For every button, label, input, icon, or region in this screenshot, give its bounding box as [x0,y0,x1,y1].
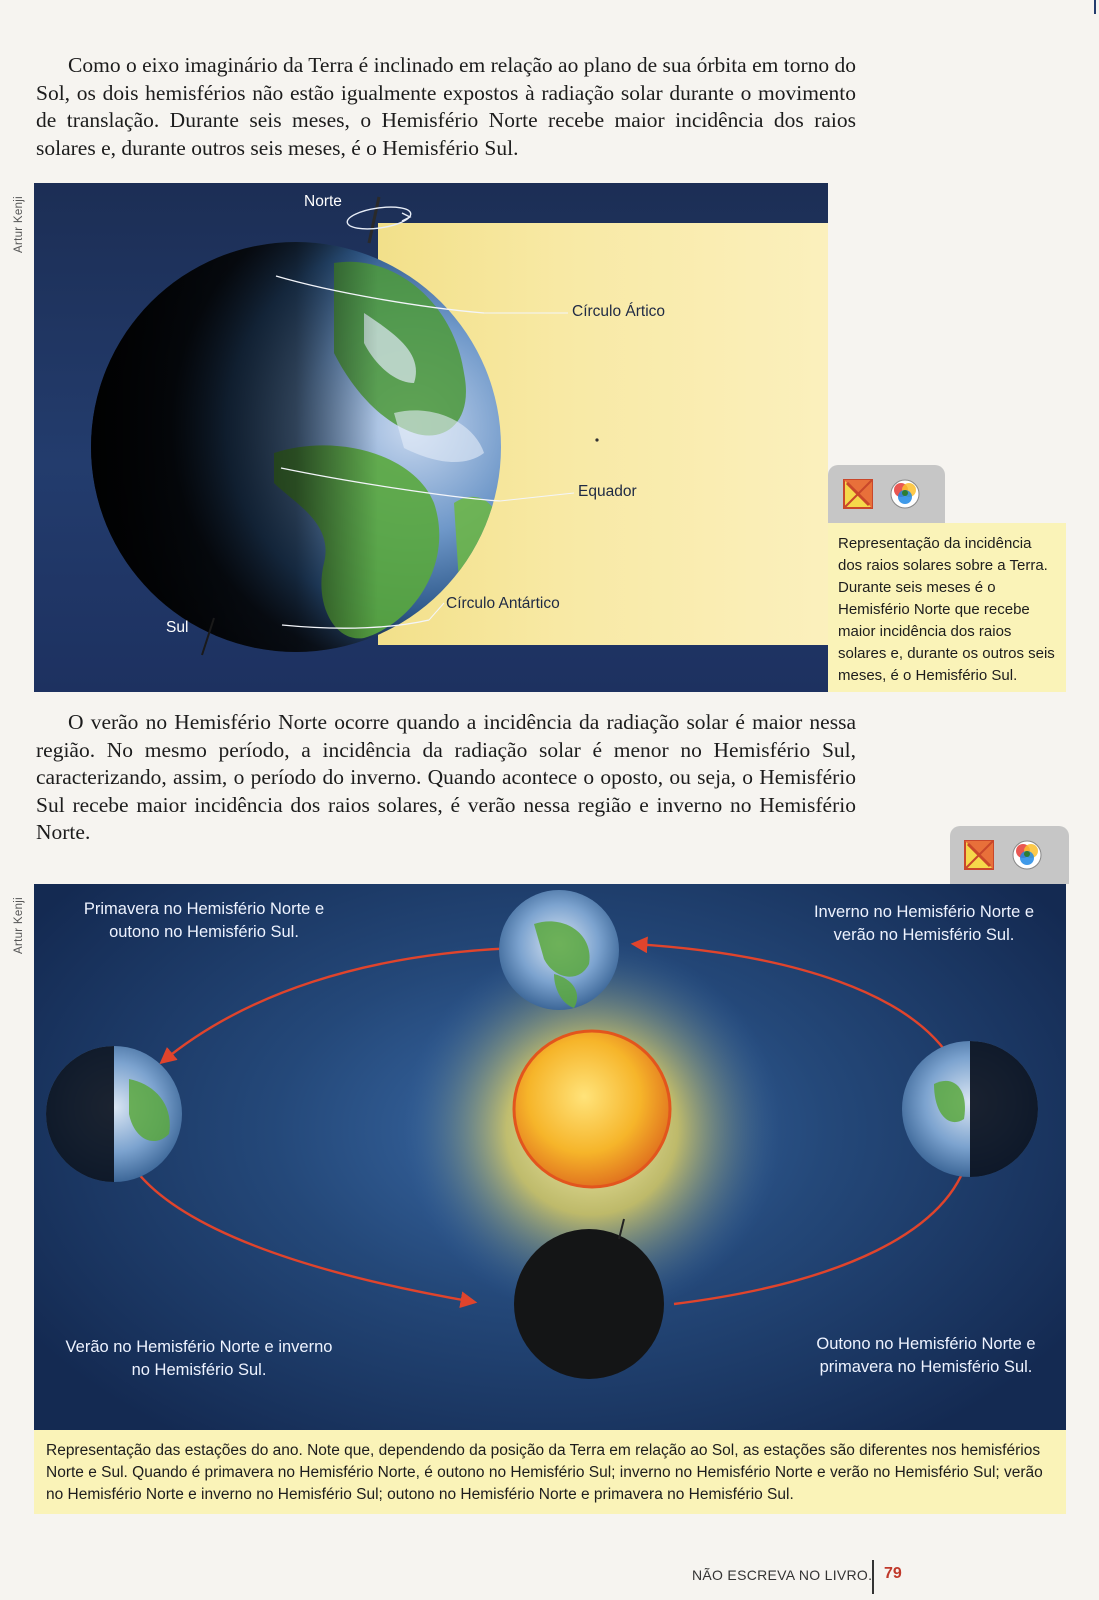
label-equador: Equador [578,483,637,500]
figure2-caption: Representação das estações do ano. Note que, dependendo da posição da Terra em relação ao Sol, as estações são diferentes nos hemisférios Norte e Sul. Quando é primavera no Hemisfério Norte, é outono no Hemisfério Sul; inverno no Hemisfério Norte e verão no Hemisfério Sul; verão no Hemisfério Norte e inverno no Hemisfério Sul; outono no Hemisfério Norte e primavera no Hemisfério Sul. [34,1430,1066,1514]
edge-mark [1094,0,1096,14]
color-palette-icon [1012,840,1042,870]
figure1-icon-tab [828,465,945,523]
season-top-right: Inverno no Hemisfério Norte e verão no Hemisfério Sul. [813,903,1035,944]
second-paragraph [36,709,856,847]
sun [514,1031,670,1187]
figure-seasons-orbit [34,884,1066,1430]
season-bottom-left: Verão no Hemisfério Norte e inverno no Hemisfério Sul. [65,1338,333,1379]
label-sul: Sul [166,619,189,636]
intro-paragraph [36,52,856,162]
earth-illustration [34,183,828,692]
no-scale-icon [964,840,994,870]
earth-left [46,1046,182,1182]
night-shadow [91,242,501,652]
earth-top [499,890,619,1010]
label-norte: Norte [304,193,342,210]
figure1-credit: Artur Kenji [13,196,25,253]
season-bottom-right: Outono no Hemisfério Norte e primavera no Hemisfério Sul. [816,1335,1036,1376]
label-circulo-antartico: Círculo Antártico [446,595,560,612]
figure2-credit: Artur Kenji [13,897,25,954]
intro-paragraph-text: Como o eixo imaginário da Terra é inclinado em relação ao plano de sua órbita em torno do Sol, os dois hemisférios não estão igualmente expostos à radiação solar durante o movimento de translação. Durante seis meses, o Hemisfério Norte recebe maior incidência dos raios solares e, durante outros seis meses, é o Hemisfério Sul. [36,53,856,160]
no-scale-icon [843,479,873,509]
page-number: 79 [884,1565,902,1582]
figure1-caption: Representação da incidência dos raios solares sobre a Terra. Durante seis meses é o Hemisfério Norte que recebe maior incidência dos raios solares e, durante os outros seis meses, é o Hemisfério Sul. [828,523,1066,692]
label-circulo-artico: Círculo Ártico [572,303,666,320]
earth-right [902,1041,1038,1177]
season-top-left: Primavera no Hemisfério Norte e outono no Hemisfério Sul. [83,900,325,941]
footer-separator [872,1560,874,1594]
footer-note: NÃO ESCREVA NO LIVRO. [692,1567,873,1583]
color-palette-icon [890,479,920,509]
figure-earth-incidence [34,183,828,692]
figure2-icon-tab [950,826,1069,884]
second-paragraph-text: O verão no Hemisfério Norte ocorre quando a incidência da radiação solar é maior nessa região. No mesmo período, a incidência da radiação solar é menor no Hemisfério Sul, caracterizando, assim, o período do inverno. Quando acontece o oposto, ou seja, o Hemisfério Sul recebe maior incidência dos raios solares, é verão nessa região e inverno no Hemisfério Norte. [36,710,856,845]
speck [595,438,598,441]
